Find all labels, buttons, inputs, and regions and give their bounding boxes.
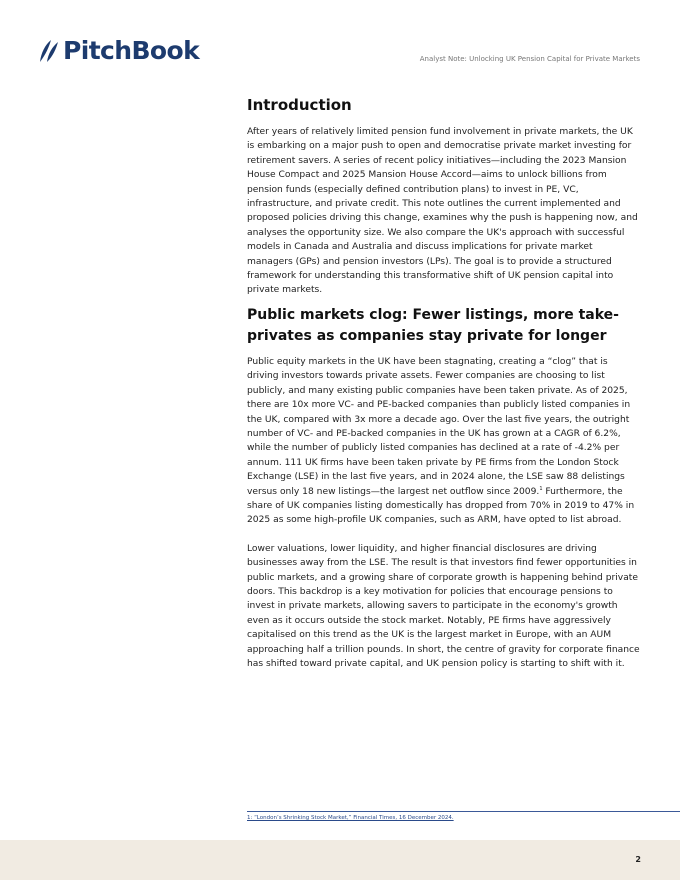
- public-markets-heading: Public markets clog: Fewer listings, more take-privates as companies stay private for longer: [247, 306, 619, 344]
- introduction-paragraph: After years of relatively limited pension fund involvement in private markets, the UK is embarking on a major push to open and democratise private market investing for retirement savers. A series of recent policy initiatives—including the 2023 Mansion House Compact and 2025 Mansion House Accord—aims to unlock billions from pension funds (especially defined contribution plans) to invest in PE, VC, infrastructure, and private credit. This note outlines the current implemented and proposed policies driving this change, examines why the push is happening now, and analyses the opportunity size. We also compare the UK's approach with successful models in Canada and Australia and discuss implications for private market managers (GPs) and pension investors (LPs). The goal is to provide a structured framework for understanding this transformative shift of UK pension capital into private markets.: [247, 127, 638, 296]
- footnote-ref[interactable]: 1: [539, 485, 543, 492]
- pitchbook-logo: [36, 36, 199, 66]
- introduction-heading: Introduction: [247, 96, 352, 114]
- public-markets-paragraph-2: Lower valuations, lower liquidity, and higher financial disclosures are driving businesses away from the LSE. The result is that investors find fewer opportunities in public markets, and a growing share of corporate growth is happening behind private doors. This backdrop is a key motivation for policies that encourage pensions to invest in private markets, allowing savers to participate in the economy's growth even as it occurs outside the stock market. Notably, PE firms have aggressively capitalised on this trend as the UK is the largest market in Europe, with an AUM approaching half a trillion pounds. In short, the centre of gravity for corporate finance has shifted toward private capital, and UK pension policy is starting to shift with it.: [247, 543, 640, 669]
- footnote-link[interactable]: 1: “London’s Shrinking Stock Market,” Financial Times, 16 December 2024.: [247, 815, 454, 821]
- logo-wordmark: PitchBook: [63, 36, 200, 65]
- main-content: [247, 94, 640, 671]
- paragraph-text: Furthermore, the share of UK companies listing domestically has dropped from 70% in 2019 to 47% in 2025 as some high-profile UK companies, such as ARM, have opted to list abroad.: [247, 486, 635, 526]
- footnote-divider: [247, 811, 680, 812]
- pitchbook-logo-icon: [36, 38, 60, 64]
- footer-band: [0, 840, 680, 880]
- header-note: Analyst Note: Unlocking UK Pension Capital for Private Markets: [419, 55, 640, 63]
- paragraph-text: Public equity markets in the UK have been stagnating, creating a “clog” that is driving investors towards private assets. Fewer companies are choosing to list publicly, and many existing public companies have been taken private. As of 2025, there are 10x more VC- and PE-backed companies than publicly listed companies in the UK, compared with 3x more a decade ago. Over the last five years, the outright number of VC- and PE-backed companies in the UK has grown at a CAGR of 6.2%, while the number of publicly listed companies has declined at a rate of -4.2% per annum. 111 UK firms have been taken private by PE firms from the London Stock Exchange (LSE) in the last five years, and in 2024 alone, the LSE saw 88 delistings versus only 18 new listings—the largest net outflow since 2009.: [247, 356, 631, 497]
- page-number: 2: [635, 855, 641, 864]
- public-markets-paragraph-1: [247, 355, 640, 528]
